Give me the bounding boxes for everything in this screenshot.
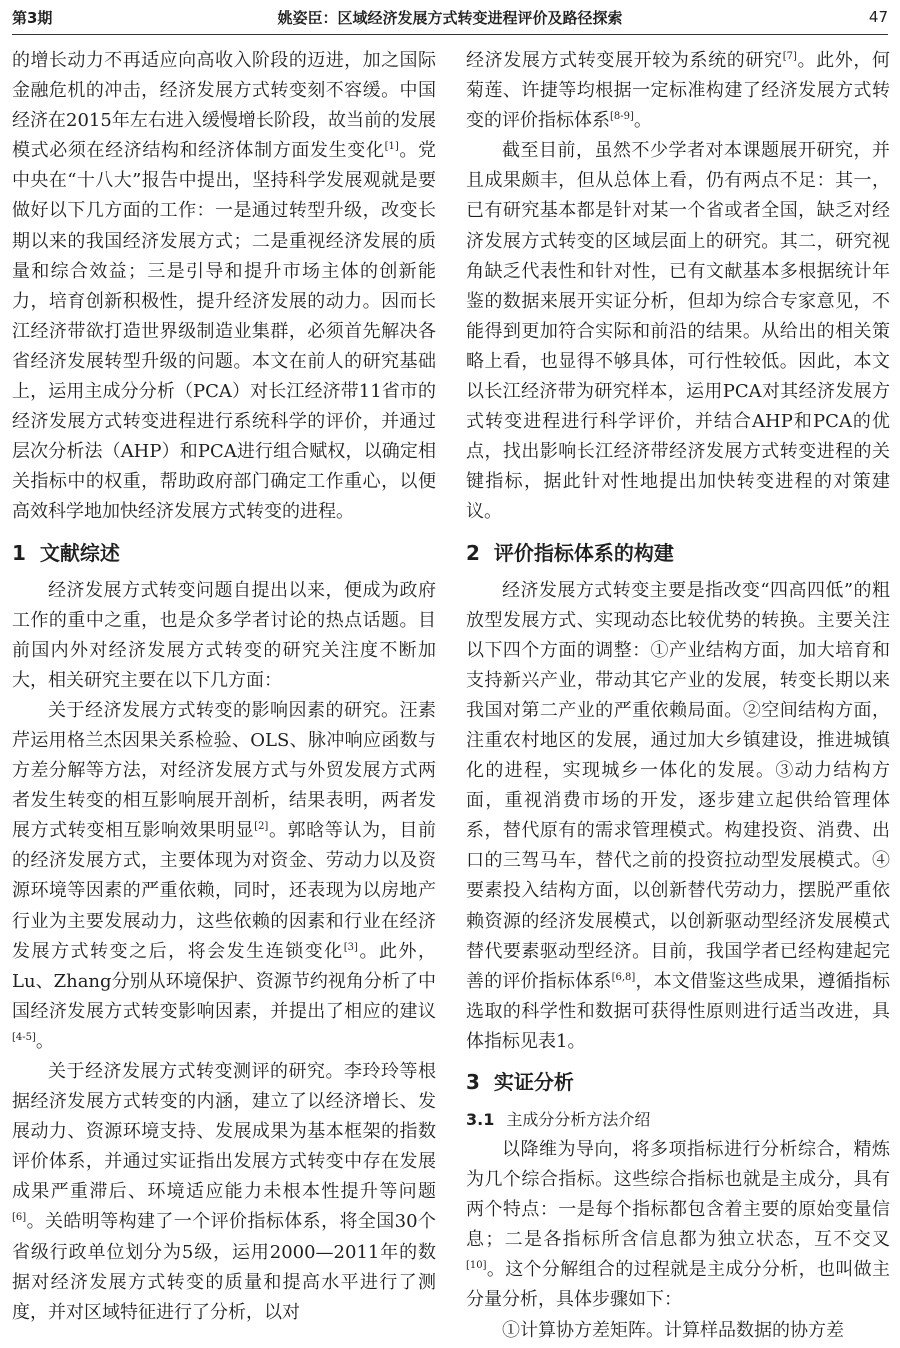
citation: [8-9] <box>610 111 634 123</box>
paragraph-text: 。 <box>633 110 652 132</box>
citation: [7] <box>782 51 797 62</box>
running-header <box>12 0 888 35</box>
section-title: 文献综述 <box>39 540 120 565</box>
subsection-title: 主成分分析方法介绍 <box>506 1110 651 1129</box>
citation: [10] <box>466 1260 487 1272</box>
citation: [3] <box>343 941 358 953</box>
paragraph-text: 。党中央在“十八大”报告中提出，坚持科学发展观就是要做好以下几方面的工作：一是通过转型升级，改变长期以来的我国经济发展方式；二是重视经济发展的质量和综合效益；三是引导和提升市场主体的创新能力，培育创新积极性，提升经济发展的动力。因而长江经济带欲打造世界级制造业集群，必须首先解决各省经济发展转型升级的问题。本文在前人的研究基础上，运用主成分分析（PCA）对长江经济带11省市的经济发展方式转变进程进行系统科学的评价，并通过层次分析法（AHP）和PCA进行组合赋权，以确定相关指标中的权重，帮助政府部门确定工作重心，以便高效科学地加快经济发展方式转变的进程。 <box>12 140 437 523</box>
right-column <box>466 46 890 1346</box>
paragraph-text: 以降维为导向，将多项指标进行分析综合，精炼为几个综合指标。这些综合指标也就是主成分，具有两个特点：一是每个指标都包含着主要的原始变量信息；二是各指标所含信息都为独立状态，互不交叉 <box>466 1139 890 1251</box>
paragraph-text: 截至目前，虽然不少学者对本课题展开研究，并且成果颇丰，但从总体上看，仍有两点不足：其一，已有研究基本都是针对某一个省或者全国，缺乏对经济发展方式转变的区域层面上的研究。其二，研究视角缺乏代表性和针对性，已有文献基本多根据统计年鉴的数据来展开实证分析，但却为综合专家意见，不能得到更加符合实际和前沿的结果。从给出的相关策略上看，也显得不够具体，可行性较低。因此，本文以长江经济带为研究样本，运用PCA对其经济发展方式转变进程进行科学评价，并结合AHP和PCA的优点，找出影响长江经济带经济发展方式转变进程的关键指标，据此针对性地提出加快转变进程的对策建议。 <box>466 140 890 523</box>
paragraph-text: 。郭晗等认为，目前的经济发展方式，主要体现为对资金、劳动力以及资源环境等因素的严重依赖，同时，还表现为以房地产行业为主要发展动力，这些依赖的因素和行业在经济发展方式转变之后，将会发生连锁变化 <box>12 820 436 962</box>
section-title: 实证分析 <box>493 1070 574 1094</box>
paragraph <box>12 696 436 1057</box>
citation: [6] <box>12 1212 27 1224</box>
citation: [1] <box>384 141 399 153</box>
paragraph <box>12 576 436 696</box>
section-heading-3 <box>466 1067 890 1097</box>
paragraph-text: 。这个分解组合的过程就是主成分分析，也叫做主分量分析，具体步骤如下： <box>466 1259 890 1311</box>
running-title: 姚姿臣：区域经济发展方式转变进程评价及路径探索 <box>277 8 623 27</box>
paragraph-text: 。关皓明等构建了一个评价指标体系，将全国30个省级行政单位划分为5级，运用2000—2011年的数据对经济发展方式转变的质量和提高水平进行了测度，并对区域特征进行了分析，以对 <box>12 1211 436 1323</box>
paragraph <box>466 1316 890 1346</box>
paragraph-text: ①计算协方差矩阵。计算样品数据的协方差 <box>502 1319 844 1341</box>
citation: [4-5] <box>12 1031 36 1043</box>
section-number: 3 <box>466 1070 480 1094</box>
section-number: 2 <box>466 540 480 565</box>
section-title: 评价指标体系的构建 <box>493 540 674 565</box>
subsection-number: 3.1 <box>466 1110 495 1129</box>
paragraph-text: 。此外，何菊莲、许捷等均根据一定标准构建了经济发展方式转变的评价指标体系 <box>466 50 891 132</box>
paragraph-text: 。 <box>35 1030 54 1052</box>
page-number: 47 <box>868 8 888 26</box>
paragraph-text: 。此外，Lu、Zhang分别从环境保护、资源节约视角分析了中国经济发展方式转变影响因素，并提出了相应的建议 <box>12 940 436 1022</box>
paragraph <box>12 1057 436 1328</box>
section-number: 1 <box>12 540 26 565</box>
paragraph-text: 关于经济发展方式转变测评的研究。李玲玲等根据经济发展方式转变的内涵，建立了以经济增长、发展动力、资源环境支持、发展成果为基本框架的指数评价体系，并通过实证指出发展方式转变中存在发展成果严重滞后、环境适应能力未根本性提升等问题 <box>12 1061 436 1203</box>
paragraph <box>12 46 436 528</box>
paragraph <box>466 136 890 527</box>
paragraph <box>466 46 890 136</box>
left-column <box>12 46 436 1328</box>
paragraph <box>466 1135 890 1316</box>
paragraph-text: 经济发展方式转变主要是指改变“四高四低”的粗放型发展方式、实现动态比较优势的转换。主要关注以下四个方面的调整：①产业结构方面，加大培育和支持新兴产业，带动其它产业的发展，转变长期以来我国对第二产业的严重依赖局面。②空间结构方面，注重农村地区的发展，通过加大乡镇建设，推进城镇化的进程，实现城乡一体化的发展。③动力结构方面，重视消费市场的开发，逐步建立起供给管理体系，替代原有的需求管理模式。构建投资、消费、出口的三驾马车，替代之前的投资拉动型发展模式。④要素投入结构方面，以创新替代劳动力，摆脱严重依赖资源的经济发展模式，以创新驱动型经济发展模式替代要素驱动型经济。目前，我国学者已经构建起完善的评价指标体系 <box>466 579 890 992</box>
paragraph-text: 经济发展方式转变问题自提出以来，便成为政府工作的重中之重，也是众多学者讨论的热点话题。目前国内外对经济发展方式转变的研究关注度不断加大，相关研究主要在以下几方面： <box>12 579 436 691</box>
citation: [2] <box>254 821 269 833</box>
citation: [6,8] <box>611 971 636 983</box>
section-heading-2 <box>466 538 890 568</box>
paragraph-text: 关于经济发展方式转变的影响因素的研究。汪素芹运用格兰杰因果关系检验、OLS、脉冲响应函数与方差分解等方法，对经济发展方式与外贸发展方式两者发生转变的相互影响展开剖析，结果表明，两者发展方式转变相互影响效果明显 <box>12 699 436 842</box>
paragraph-text: ，本文借鉴这些成果，遵循指标选取的科学性和数据可获得性原则进行适当改进，具体指标见表1。 <box>466 970 891 1052</box>
section-heading-1 <box>12 538 436 568</box>
paragraph-text: 的增长动力不再适应向高收入阶段的迈进，加之国际金融危机的冲击，经济发展方式转变刻不容缓。中国经济在2015年左右进入缓慢增长阶段，故当前的发展模式必须在经济结构和经济体制方面发生变化 <box>12 50 436 162</box>
paragraph-text: 经济发展方式转变展开较为系统的研究 <box>466 50 783 71</box>
paragraph <box>466 576 890 1058</box>
issue-label: 第3期 <box>12 8 53 27</box>
subsection-heading-3-1 <box>466 1105 890 1135</box>
